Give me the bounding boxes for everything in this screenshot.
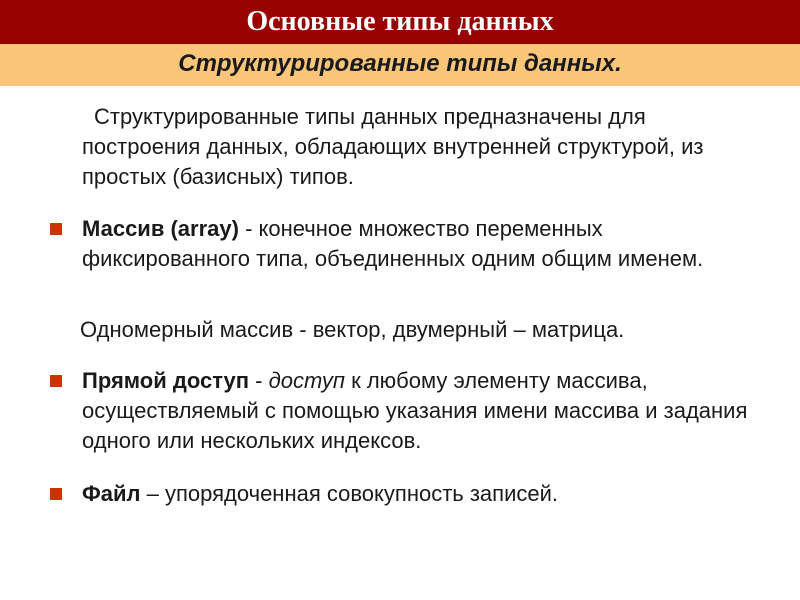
bullet-text [82, 479, 762, 509]
slide-content [0, 86, 800, 600]
array-note: Одномерный массив - вектор, двумерный – матрица. [80, 317, 625, 342]
bullet-term: Массив (array) [82, 216, 239, 241]
slide-title: Основные типы данных [0, 0, 800, 44]
square-bullet-icon [50, 223, 62, 235]
bullet-separator: - [249, 368, 269, 393]
slide-subtitle: Структурированные типы данных. [0, 44, 800, 86]
bullet-emphasis: доступ [268, 368, 345, 393]
square-bullet-icon [50, 488, 62, 500]
bullet-term: Файл [82, 481, 141, 506]
bullet-term: Прямой доступ [82, 368, 250, 393]
bullet-description: к любому элементу массива, осуществляемый с помощью указания имени массива и задания одного или нескольких индексов. [82, 368, 748, 453]
bullet-description: – упорядоченная совокупность записей. [140, 481, 559, 506]
square-bullet-icon [50, 375, 62, 387]
bullet-text [82, 366, 762, 456]
bullet-description: - конечное множество переменных фиксированного типа, объединенных одним общим именем. [82, 216, 704, 271]
bullet-text [82, 214, 762, 274]
intro-paragraph: Структурированные типы данных предназначены для построения данных, обладающих внутренней структурой, из простых (базисных) типов. [82, 104, 704, 189]
